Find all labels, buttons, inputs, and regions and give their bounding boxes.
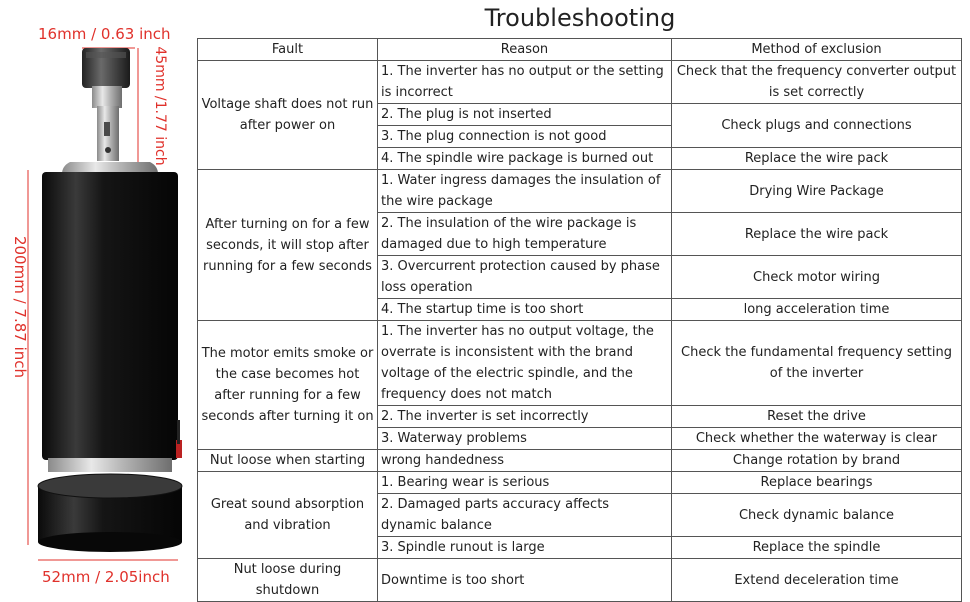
reason-cell: 4. The spindle wire package is burned out [378,148,672,170]
shaft-top [92,86,122,108]
reason-cell: wrong handedness [378,450,672,472]
method-cell: Drying Wire Package [672,170,962,213]
reason-cell: 2. The insulation of the wire package is damaged due to high temperature [378,213,672,256]
method-cell: Replace the wire pack [672,148,962,170]
method-cell: Extend deceleration time [672,559,962,602]
method-cell: Check whether the waterway is clear [672,428,962,450]
table-row [198,559,962,602]
method-cell: Reset the drive [672,406,962,428]
reason-cell: 3. Overcurrent protection caused by phase loss operation [378,256,672,299]
reason-cell: 1. Water ingress damages the insulation of the wire package [378,170,672,213]
table-row [198,61,962,104]
reason-cell: 3. The plug connection is not good [378,126,672,148]
method-cell: Change rotation by brand [672,450,962,472]
reason-cell: 1. Bearing wear is serious [378,472,672,494]
method-cell: Check that the frequency converter output is set correctly [672,61,962,104]
spindle-motor-image [0,0,200,600]
method-cell: Replace bearings [672,472,962,494]
reason-cell: 4. The startup time is too short [378,299,672,321]
method-cell: Check dynamic balance [672,494,962,537]
motor-body [42,172,178,460]
reason-cell: 2. The plug is not inserted [378,104,672,126]
header-fault: Fault [198,39,378,61]
reason-cell: 2. Damaged parts accuracy affects dynamic balance [378,494,672,537]
header-reason: Reason [378,39,672,61]
header-method: Method of exclusion [672,39,962,61]
reason-cell: 2. The inverter is set incorrectly [378,406,672,428]
page-title: Troubleshooting [484,4,676,32]
table-row [198,450,962,472]
troubleshooting-table [197,38,962,602]
fault-cell: Voltage shaft does not run after power on [198,61,378,170]
fault-cell: Great sound absorption and vibration [198,472,378,559]
bottom-ring [48,458,172,472]
table-row [198,321,962,406]
method-cell: Replace the wire pack [672,213,962,256]
bottom-width-label: 52mm / 2.05inch [42,568,170,586]
top-width-label: 16mm / 0.63 inch [38,25,171,43]
fault-cell: The motor emits smoke or the case becomes hot after running for a few seconds after turning it on [198,321,378,450]
table-row [198,472,962,494]
shaft-length-label: 45mm /1.77 inch [152,46,168,166]
method-cell: Check the fundamental frequency setting of the inverter [672,321,962,406]
reason-cell: Downtime is too short [378,559,672,602]
method-cell: Replace the spindle [672,537,962,559]
table-header-row [198,39,962,61]
fault-cell: Nut loose when starting [198,450,378,472]
height-label: 200mm / 7.87 inch [11,235,29,379]
method-cell: Check plugs and connections [672,104,962,148]
reason-cell: 3. Waterway problems [378,428,672,450]
reason-cell: 1. The inverter has no output voltage, the overrate is inconsistent with the brand voltage of the electric spindle, and the frequency does not match [378,321,672,406]
reason-cell: 1. The inverter has no output or the setting is incorrect [378,61,672,104]
reason-cell: 3. Spindle runout is large [378,537,672,559]
fault-cell: Nut loose during shutdown [198,559,378,602]
method-cell: long acceleration time [672,299,962,321]
fault-cell: After turning on for a few seconds, it will stop after running for a few seconds [198,170,378,321]
table-row [198,170,962,213]
method-cell: Check motor wiring [672,256,962,299]
